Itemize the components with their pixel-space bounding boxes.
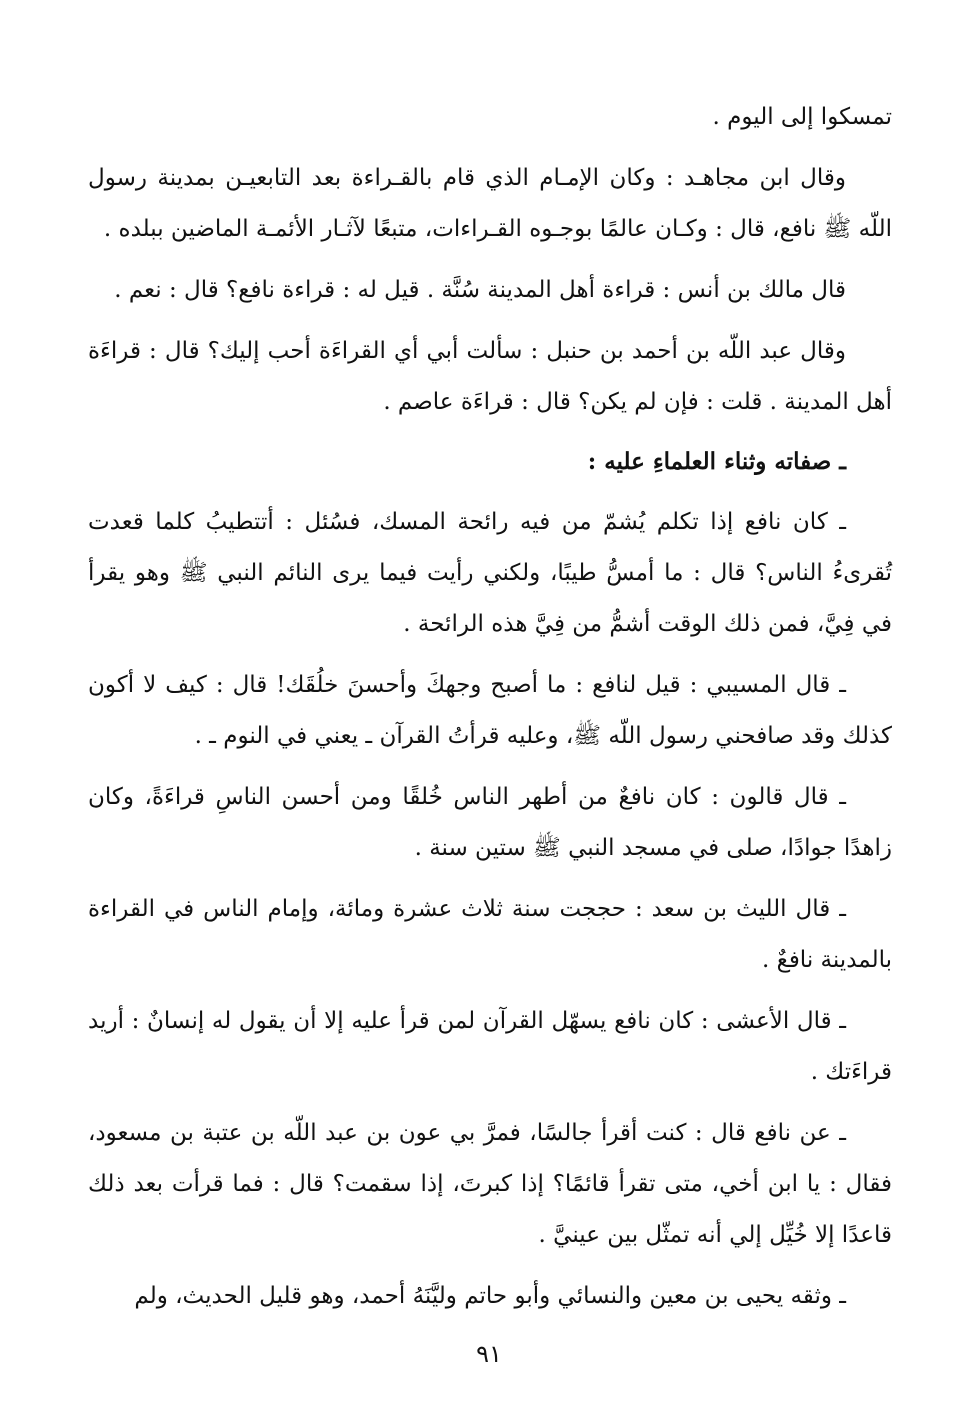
paragraph-qalun: ـ قال قالون : كان نافعٌ من أطهر الناس خُلقًا ومن أحسن الناسِ قراءَةً، وكان زاهدًا جوادًا، صلى في مسجد النبي ﷺ ستين سنة . — [88, 784, 892, 861]
paragraph-layth: ـ قال الليث بن سعد : حججت سنة ثلاث عشرة ومائة، وإمام الناس في القراءة بالمدينة نافعٌ . — [88, 896, 892, 973]
paragraph-tawthiq: ـ وثقه يحيى بن معين والنسائي وأبو حاتم وليَّنَهُ أحمد، وهو قليل الحديث، ولم — [134, 1283, 846, 1309]
paragraph-ibn-mujahid: وقال ابن مجاهـد : وكان الإمـام الذي قام بالقـراءة بعد التابعيـن بمدينة رسول اللّه ﷺ نافع، قال : وكـان عالمًا بوجـوه القـراءات، متبعًا لآثـار الأئمـة الماضين ببلده . — [88, 165, 892, 242]
paragraph-aasha: ـ قال الأعشى : كان نافع يسهّل القرآن لمن قرأ عليه إلا أن يقول له إنسانٌ : أريد قراءَتك . — [88, 1008, 892, 1085]
paragraph-continuation: تمسكوا إلى اليوم . — [712, 104, 892, 130]
paragraph-musk: ـ كان نافع إذا تكلم يُشمّ من فيه رائحة المسك، فسُئل : أتتطيبُ كلما قعدت تُقرىءُ الناس؟ قال : ما أمسُّ طيبًا، ولكني رأيت فيما يرى النائم النبي ﷺ وهو يقرأ في فِيَّ، فمن ذلك الوقت أشمُّ من فِيَّ هذه الرائحة . — [88, 509, 892, 637]
page-text-body — [88, 92, 892, 1322]
paragraph-awn: ـ عن نافع قال : كنت أقرأ جالسًا، فمرَّ بي عون بن عبد اللّه بن عتبة بن مسعود، فقال : يا ابن أخي، متى تقرأ قائمًا؟ إذا كبرتَ، إذا سقمت؟ قال : فما قرأت بعد ذلك قاعدًا إلا خُيِّل إلي أنه تمثّل بين عينيَّ . — [88, 1120, 892, 1248]
paragraph-musayyibi: ـ قال المسيبي : قيل لنافع : ما أصبح وجهكَ وأحسنَ خلُقَك! قال : كيف لا أكون كذلك وقد صافحني رسول اللّه ﷺ، وعليه قرأتُ القرآن ـ يعني في النوم ـ . — [88, 672, 892, 749]
section-heading: ـ صفاته وثناء العلماءِ عليه : — [587, 448, 846, 475]
paragraph-malik: قال مالك بن أنس : قراءة أهل المدينة سُنَّة . قيل له : قراءة نافع؟ قال : نعم . — [114, 277, 846, 303]
page-number: ٩١ — [476, 1340, 502, 1368]
paragraph-abdullah: وقال عبد اللّه بن أحمد بن حنبل : سألت أبي أي القراءَة أحب إليك؟ قال : قراءَة أهل المدينة . قلت : فإن لم يكن؟ قال : قراءَة عاصم . — [88, 338, 892, 415]
